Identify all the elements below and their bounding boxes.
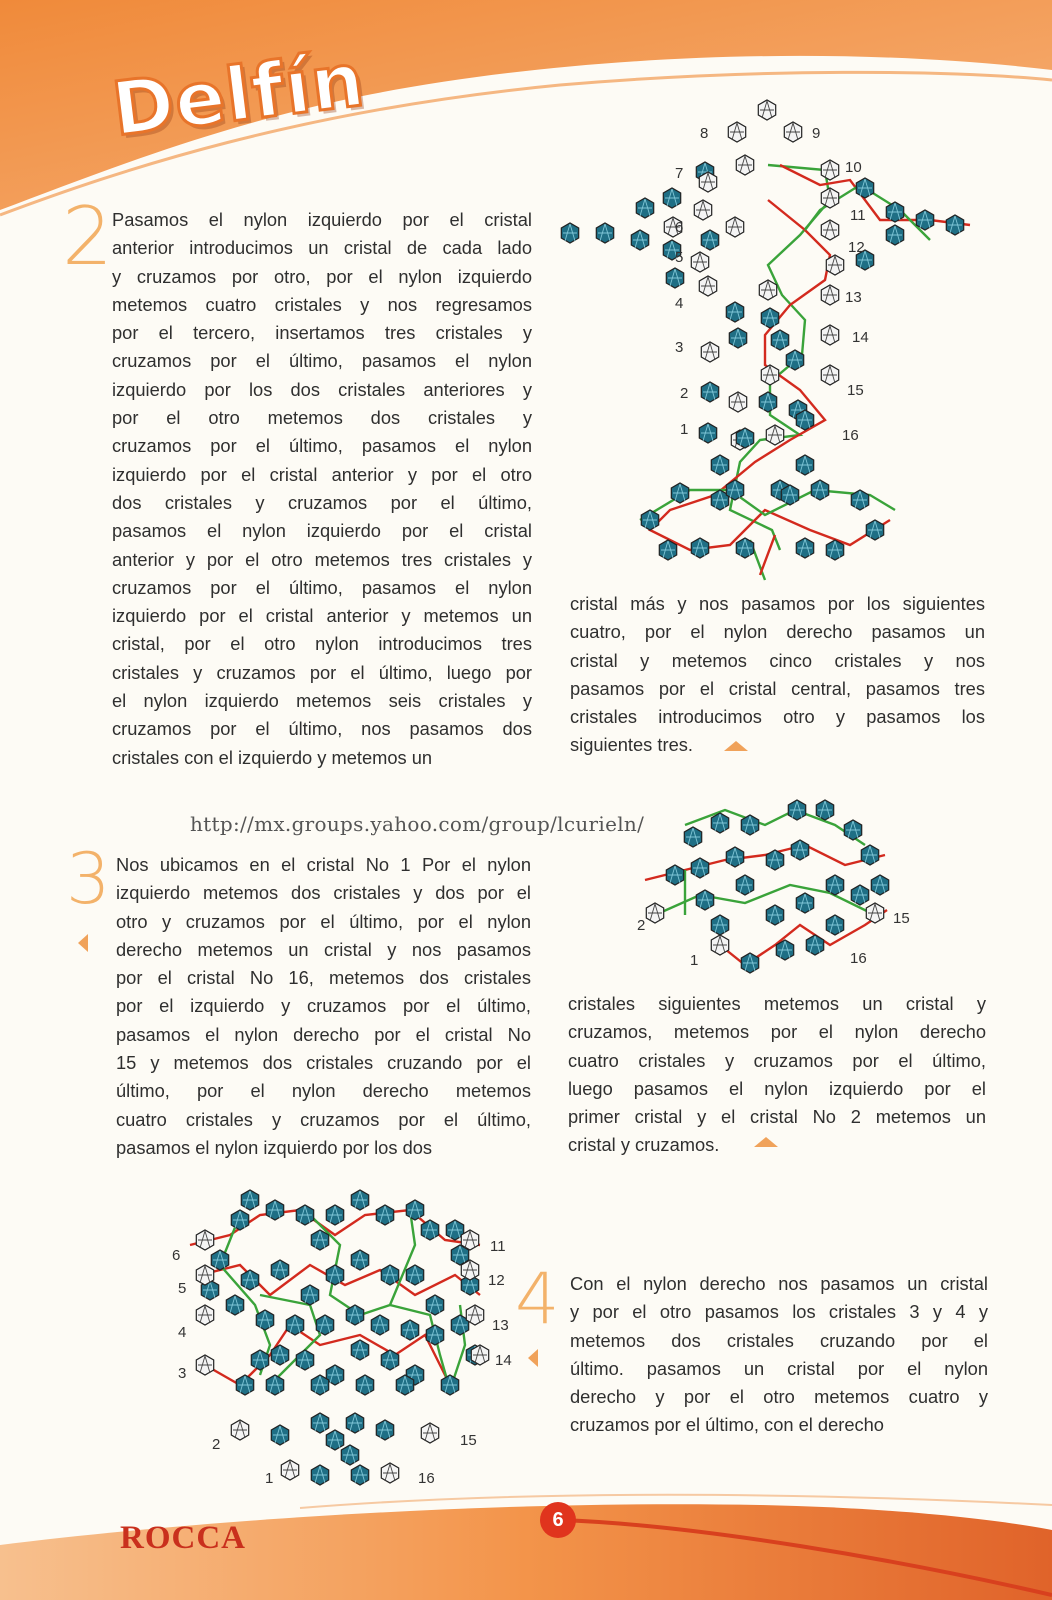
clear-crystal-bead xyxy=(729,392,746,412)
clear-crystal-bead xyxy=(766,425,783,445)
crystal-bead xyxy=(766,905,783,925)
crystal-bead xyxy=(301,1285,318,1305)
crystal-bead xyxy=(761,308,778,328)
crystal-bead xyxy=(826,915,843,935)
bead-number-label: 3 xyxy=(675,339,684,356)
text-line: luego pasamos el nylon izquierdo por el xyxy=(568,1077,986,1099)
bead-number-label: 5 xyxy=(178,1280,187,1297)
clear-crystal-bead xyxy=(711,935,728,955)
clear-crystal-bead xyxy=(196,1305,213,1325)
clear-crystal-bead xyxy=(699,276,716,296)
text-line: cristal y cruzamos. xyxy=(568,1134,720,1156)
bead-number-label: 14 xyxy=(495,1352,512,1369)
text-line: Pasamos el nylon izquierdo por el cristal xyxy=(112,209,532,230)
crystal-bead xyxy=(791,840,808,860)
text-line: pasamos el nylon derecho por el cristal No xyxy=(116,1023,531,1045)
crystal-bead xyxy=(561,223,578,243)
crystal-bead xyxy=(376,1420,393,1440)
text-line: anterior introducimos un cristal de cada lado xyxy=(112,237,532,259)
crystal-bead xyxy=(851,885,868,905)
text-line: cristal y metemos cinco cristales y nos xyxy=(570,649,985,671)
text-line: 15 y metemos dos cristales cruzando por el xyxy=(116,1052,531,1074)
crystal-bead xyxy=(271,1260,288,1280)
text-line: por el tercero, insertamos tres cristales y xyxy=(112,322,532,344)
crystal-bead xyxy=(776,940,793,960)
crystal-bead xyxy=(856,178,873,198)
step-3-diagram xyxy=(625,785,925,995)
crystal-bead xyxy=(916,210,933,230)
text-line: cruzamos por el último, pasamos el nylon xyxy=(112,576,532,598)
bead-number-label: 16 xyxy=(842,427,859,444)
step-4-text-right xyxy=(570,1270,988,1440)
text-line: cristales y cruzamos por el último, luego por xyxy=(112,661,532,683)
clear-crystal-bead xyxy=(196,1265,213,1285)
crystal-bead xyxy=(251,1350,268,1370)
crystal-bead xyxy=(351,1465,368,1485)
crystal-bead xyxy=(266,1200,283,1220)
text-line: siguientes tres. xyxy=(570,734,693,756)
crystal-bead xyxy=(311,1375,328,1395)
crystal-bead xyxy=(326,1430,343,1450)
text-line: anterior y por el otro metemos tres cristales y xyxy=(112,548,532,570)
crystal-bead xyxy=(886,225,903,245)
crystal-bead xyxy=(271,1345,288,1365)
url-watermark: http://mx.groups.yahoo.com/group/lcurieln/ xyxy=(190,812,645,836)
crystal-bead xyxy=(666,268,683,288)
clear-crystal-bead xyxy=(821,365,838,385)
text-line: cuatro cristales y cruzamos por el último, xyxy=(568,1049,986,1071)
crystal-bead xyxy=(741,815,758,835)
crystal-bead xyxy=(271,1425,288,1445)
crystal-bead xyxy=(816,800,833,820)
bead-number-label: 1 xyxy=(680,421,689,438)
crystal-bead xyxy=(871,875,888,895)
crystal-bead xyxy=(671,483,688,503)
crystal-bead xyxy=(691,538,708,558)
clear-crystal-bead xyxy=(821,220,838,240)
step-number: 2 xyxy=(62,190,113,283)
crystal-bead xyxy=(788,800,805,820)
clear-crystal-bead xyxy=(461,1260,478,1280)
clear-crystal-bead xyxy=(821,285,838,305)
crystal-bead xyxy=(396,1375,413,1395)
bead-number-label: 11 xyxy=(850,207,866,224)
text-line: cruzamos por el último, nos pasamos dos xyxy=(112,718,532,740)
clear-crystal-bead xyxy=(381,1463,398,1483)
crystal-bead xyxy=(711,455,728,475)
text-line: cruzamos, metemos por el nylon derecho xyxy=(568,1021,986,1043)
clear-crystal-bead xyxy=(471,1345,488,1365)
text-line: Nos ubicamos en el cristal No 1 Por el nylon xyxy=(116,854,531,875)
crystal-bead xyxy=(296,1205,313,1225)
crystal-bead xyxy=(736,428,753,448)
clear-crystal-bead xyxy=(466,1305,483,1325)
crystal-bead xyxy=(736,538,753,558)
crystal-bead xyxy=(946,215,963,235)
crystal-bead xyxy=(406,1200,423,1220)
bead-number-label: 15 xyxy=(893,910,910,927)
bead-number-label: 15 xyxy=(460,1432,477,1449)
continue-arrow-icon xyxy=(724,741,748,751)
crystal-bead xyxy=(786,350,803,370)
crystal-bead xyxy=(401,1320,418,1340)
text-line: cuatro, por el nylon derecho pasamos un xyxy=(570,621,985,643)
crystal-bead xyxy=(796,410,813,430)
text-line: último, por el nylon derecho metemos xyxy=(116,1080,531,1102)
crystal-bead xyxy=(296,1350,313,1370)
bead-number-label: 16 xyxy=(850,950,867,967)
crystal-bead xyxy=(346,1413,363,1433)
crystal-bead xyxy=(631,230,648,250)
bead-number-label: 10 xyxy=(845,159,862,176)
clear-crystal-bead xyxy=(728,122,745,142)
crystal-bead xyxy=(426,1325,443,1345)
step-number: 3 xyxy=(66,838,111,920)
crystal-bead xyxy=(659,540,676,560)
crystal-bead xyxy=(241,1190,258,1210)
bead-number-label: 13 xyxy=(845,289,862,306)
crystal-bead xyxy=(316,1315,333,1335)
crystal-bead xyxy=(351,1250,368,1270)
crystal-bead xyxy=(666,865,683,885)
crystal-bead xyxy=(636,198,653,218)
step-2-diagram xyxy=(550,90,1000,590)
text-line: cristal, por el otro nylon introducimos tres xyxy=(112,633,532,655)
continue-arrow-icon xyxy=(754,1137,778,1147)
crystal-bead xyxy=(826,540,843,560)
crystal-bead xyxy=(346,1305,363,1325)
crystal-bead xyxy=(866,520,883,540)
crystal-bead xyxy=(441,1375,458,1395)
bead-number-label: 2 xyxy=(637,917,646,934)
clear-crystal-bead xyxy=(758,100,775,120)
clear-crystal-bead xyxy=(281,1460,298,1480)
crystal-bead xyxy=(726,302,743,322)
clear-crystal-bead xyxy=(231,1420,248,1440)
crystal-bead xyxy=(231,1210,248,1230)
clear-crystal-bead xyxy=(736,155,753,175)
clear-crystal-bead xyxy=(866,903,883,923)
text-line: derecho y por el otro metemos cuatro y xyxy=(570,1386,988,1408)
step-2-text-left xyxy=(112,206,532,772)
crystal-bead xyxy=(701,382,718,402)
text-line: cristal más y nos pasamos por los siguientes xyxy=(570,593,985,614)
clear-crystal-bead xyxy=(694,200,711,220)
crystal-bead xyxy=(806,935,823,955)
crystal-bead xyxy=(771,330,788,350)
text-line: metemos cuatro cristales y nos regresamos xyxy=(112,293,532,315)
bead-number-label: 1 xyxy=(265,1470,274,1487)
crystal-bead xyxy=(326,1205,343,1225)
text-line: izquierdo metemos dos cristales y dos por el xyxy=(116,882,531,904)
crystal-bead xyxy=(236,1375,253,1395)
text-line: izquierdo por los dos cristales anteriores y xyxy=(112,378,532,400)
text-line: izquierdo por el cristal anterior y por el otro xyxy=(112,463,532,485)
crystal-bead xyxy=(256,1310,273,1330)
clear-crystal-bead xyxy=(701,342,718,362)
crystal-bead xyxy=(376,1205,393,1225)
crystal-bead xyxy=(701,230,718,250)
clear-crystal-bead xyxy=(461,1230,478,1250)
crystal-bead xyxy=(211,1250,228,1270)
crystal-bead xyxy=(241,1270,258,1290)
crystal-bead xyxy=(696,890,713,910)
crystal-bead xyxy=(381,1350,398,1370)
bead-number-label: 6 xyxy=(675,219,684,236)
clear-crystal-bead xyxy=(821,325,838,345)
crystal-bead xyxy=(426,1295,443,1315)
bead-number-label: 1 xyxy=(690,952,699,969)
crystal-bead xyxy=(326,1265,343,1285)
clear-crystal-bead xyxy=(759,280,776,300)
bead-number-label: 16 xyxy=(418,1470,435,1487)
clear-crystal-bead xyxy=(421,1423,438,1443)
crystal-bead xyxy=(691,858,708,878)
clear-crystal-bead xyxy=(826,255,843,275)
crystal-bead xyxy=(266,1375,283,1395)
text-line: cristales siguientes metemos un cristal y xyxy=(568,993,986,1014)
crystal-bead xyxy=(759,392,776,412)
crystal-bead xyxy=(826,875,843,895)
bead-number-label: 2 xyxy=(680,385,689,402)
text-line: por el otro metemos dos cristales y xyxy=(112,407,532,429)
page-number: 6 xyxy=(540,1502,576,1538)
bead-number-label: 3 xyxy=(178,1365,187,1382)
text-line: dos cristales y cruzamos por el último, xyxy=(112,491,532,513)
crystal-bead xyxy=(736,875,753,895)
brand-logo: ROCCA xyxy=(120,1520,246,1556)
crystal-bead xyxy=(226,1295,243,1315)
clear-crystal-bead xyxy=(196,1230,213,1250)
bead-number-label: 15 xyxy=(847,382,864,399)
crystal-bead xyxy=(741,953,758,973)
text-line: pasamos por el cristal central, pasamos tres xyxy=(570,677,985,699)
text-line: metemos dos cristales cruzando por el xyxy=(570,1329,988,1351)
step-3-text-left xyxy=(116,851,531,1162)
clear-crystal-bead xyxy=(784,122,801,142)
crystal-bead xyxy=(726,480,743,500)
bead-number-label: 7 xyxy=(675,165,684,182)
step-4-diagram xyxy=(160,1185,520,1515)
crystal-bead xyxy=(796,893,813,913)
crystal-bead xyxy=(711,813,728,833)
crystal-bead xyxy=(729,328,746,348)
text-line: cruzamos por el último, pasamos el nylon xyxy=(112,435,532,457)
crystal-bead xyxy=(699,423,716,443)
crystal-bead xyxy=(684,827,701,847)
page-title: Delfín xyxy=(107,36,370,154)
red-thread xyxy=(760,535,775,575)
crystal-bead xyxy=(351,1340,368,1360)
text-line: y cruzamos por otro, por el nylon izquierdo xyxy=(112,265,532,287)
clear-crystal-bead xyxy=(821,160,838,180)
text-line: por el izquierdo y cruzamos por el último, xyxy=(116,995,531,1017)
crystal-bead xyxy=(861,845,878,865)
bead-number-label: 5 xyxy=(675,249,684,266)
bead-number-label: 9 xyxy=(812,125,821,142)
clear-crystal-bead xyxy=(699,172,716,192)
crystal-bead xyxy=(796,455,813,475)
clear-crystal-bead xyxy=(761,365,778,385)
bead-number-label: 8 xyxy=(700,125,709,142)
step-number: 4 xyxy=(515,1258,560,1340)
crystal-bead xyxy=(406,1265,423,1285)
text-line: primer cristal y el cristal No 2 metemos un xyxy=(568,1106,986,1128)
crystal-bead xyxy=(371,1315,388,1335)
crystal-bead xyxy=(381,1265,398,1285)
bead-number-label: 14 xyxy=(852,329,869,346)
continue-arrow-icon xyxy=(78,934,88,952)
crystal-bead xyxy=(851,490,868,510)
text-line: cruzamos por el último, pasamos el nylon xyxy=(112,350,532,372)
crystal-bead xyxy=(311,1413,328,1433)
clear-crystal-bead xyxy=(821,188,838,208)
crystal-bead xyxy=(726,847,743,867)
text-line: cruzamos por el último, con el derecho xyxy=(570,1414,884,1436)
crystal-bead xyxy=(421,1220,438,1240)
text-line: y por el otro pasamos los cristales 3 y 4 y xyxy=(570,1301,988,1323)
crystal-bead xyxy=(663,188,680,208)
crystal-bead xyxy=(311,1465,328,1485)
text-line: por el cristal No 16, metemos dos cristales xyxy=(116,967,531,989)
crystal-bead xyxy=(886,202,903,222)
crystal-bead xyxy=(286,1315,303,1335)
text-line: izquierdo por el cristal anterior y metemos un xyxy=(112,605,532,627)
text-line: derecho metemos un cristal y nos pasamos xyxy=(116,938,531,960)
clear-crystal-bead xyxy=(691,252,708,272)
crystal-bead xyxy=(311,1230,328,1250)
crystal-bead xyxy=(341,1445,358,1465)
text-line: cristales con el izquierdo y metemos un xyxy=(112,746,433,768)
bead-number-label: 4 xyxy=(675,295,684,312)
text-line: cuatro cristales y cruzamos por el último, xyxy=(116,1108,531,1130)
crystal-bead xyxy=(596,223,613,243)
crystal-bead xyxy=(844,820,861,840)
bead-number-label: 4 xyxy=(178,1324,187,1341)
text-line: pasamos el nylon izquierdo por el cristal xyxy=(112,520,532,542)
crystal-bead xyxy=(641,510,658,530)
crystal-bead xyxy=(351,1190,368,1210)
text-line: último. pasamos un cristal por el nylon xyxy=(570,1357,988,1379)
bead-number-label: 6 xyxy=(172,1247,181,1264)
crystal-bead xyxy=(356,1375,373,1395)
text-line: pasamos el nylon izquierdo por los dos xyxy=(116,1136,433,1158)
bead-number-label: 2 xyxy=(212,1436,221,1453)
step-3-text-right xyxy=(568,990,986,1160)
bead-number-label: 11 xyxy=(490,1238,506,1255)
text-line: cristales introducimos otro y pasamos los xyxy=(570,706,985,728)
bead-number-label: 12 xyxy=(488,1272,505,1289)
clear-crystal-bead xyxy=(646,903,663,923)
continue-arrow-icon xyxy=(528,1349,538,1367)
crystal-bead xyxy=(781,485,798,505)
step-2-text-right xyxy=(570,590,985,760)
text-line: el nylon izquierdo metemos seis cristales y xyxy=(112,690,532,712)
crystal-bead xyxy=(796,538,813,558)
crystal-bead xyxy=(766,850,783,870)
bead-number-label: 12 xyxy=(848,239,865,256)
clear-crystal-bead xyxy=(726,217,743,237)
text-line: Con el nylon derecho nos pasamos un cristal xyxy=(570,1273,988,1294)
crystal-bead xyxy=(711,915,728,935)
clear-crystal-bead xyxy=(196,1355,213,1375)
bead-number-label: 13 xyxy=(492,1317,509,1334)
crystal-bead xyxy=(811,480,828,500)
text-line: otro y cruzamos por el último, por el nylon xyxy=(116,910,531,932)
